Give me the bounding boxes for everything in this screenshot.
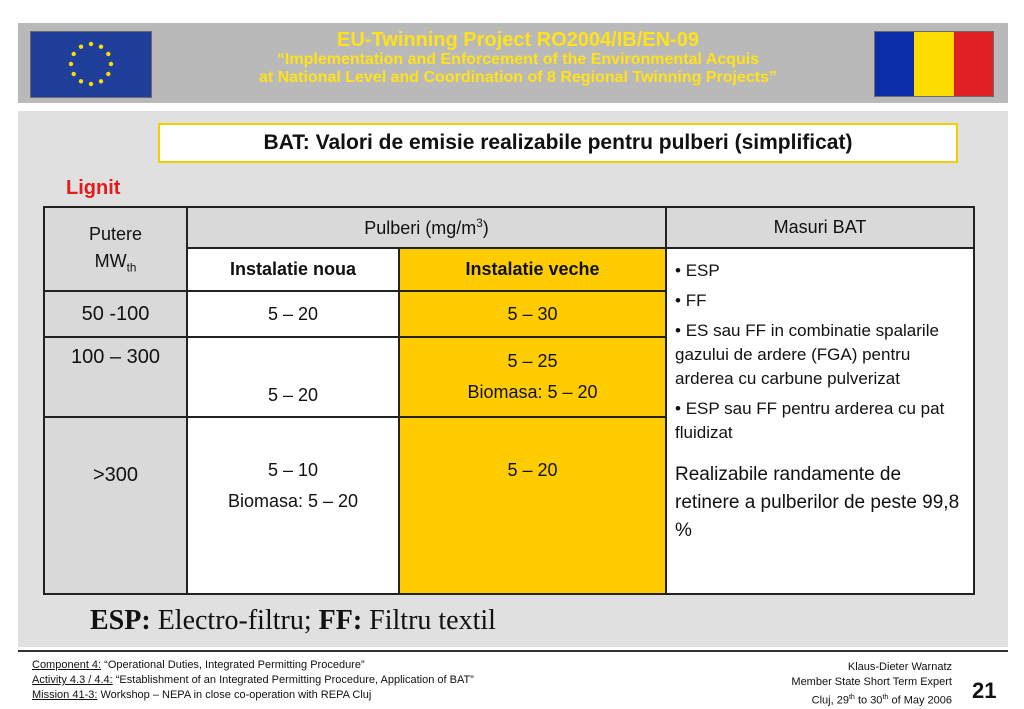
row2-old-value: 5 – 25 <box>507 351 558 371</box>
footer-activity-key: Activity 4.3 / 4.4: <box>32 674 113 686</box>
row3-new-value: 5 – 10 <box>267 460 319 480</box>
dust-unit-sup: 3 <box>476 216 483 230</box>
legend-ff-value: Filtru textil <box>362 605 496 636</box>
date-part-a: Cluj, 29 <box>811 694 849 707</box>
power-unit-sub: th <box>126 261 137 275</box>
row3-power: >300 <box>44 417 187 594</box>
row2-new: 5 – 20 <box>187 337 399 417</box>
dust-label-close: ) <box>482 217 489 238</box>
legend-esp-key: ESP: <box>90 605 151 636</box>
section-label: Lignit <box>66 177 121 199</box>
header-dust <box>187 207 666 248</box>
measure-item: • ES sau FF in combinatie spalarile gazului de ardere (FGA) pentru arderea cu carbune pulverizat <box>675 319 965 391</box>
bat-measures-list <box>675 259 965 445</box>
row2-old-biomass: Biomasa: 5 – 20 <box>467 382 598 402</box>
date-sup-1: th <box>848 693 855 701</box>
footer-divider <box>18 650 1008 652</box>
footer-activity <box>32 673 474 688</box>
measures-note: Realizabile randamente de retinere a pulberilor de peste 99,8 % <box>675 464 960 541</box>
header-bat: Masuri BAT <box>666 207 974 248</box>
footer-component-key: Component 4: <box>32 659 102 671</box>
measure-item: • ESP <box>675 259 965 283</box>
row1-new: 5 – 20 <box>187 291 399 337</box>
footer-left <box>32 658 474 703</box>
footer-activity-value: “Establishment of an Integrated Permitting Procedure, Application of BAT” <box>112 674 474 686</box>
content-panel <box>18 111 1008 647</box>
subheader-old: Instalatie veche <box>399 248 666 291</box>
header-power <box>44 207 187 291</box>
eu-flag-icon <box>30 31 152 98</box>
legend-ff-key: FF: <box>318 605 363 636</box>
row2-power: 100 – 300 <box>44 337 187 417</box>
row3-new-biomass: Biomasa: 5 – 20 <box>227 491 359 511</box>
footer-role: Member State Short Term Expert <box>791 676 952 688</box>
page-number: 21 <box>972 678 997 703</box>
footer-component-value: “Operational Duties, Integrated Permitting Procedure” <box>101 659 365 671</box>
legend-esp-value: Electro-filtru; <box>150 605 319 636</box>
bat-emission-table <box>43 206 975 595</box>
footer-author: Klaus-Dieter Warnatz <box>847 661 952 673</box>
footer-component <box>32 658 474 673</box>
row3-new <box>187 417 399 594</box>
header-bar <box>18 23 1008 103</box>
row1-power: 50 -100 <box>44 291 187 337</box>
footer-mission <box>32 688 474 703</box>
footer-mission-value: Workshop – NEPA in close co-operation with REPA Cluj <box>97 689 372 701</box>
bat-measures-cell <box>666 248 974 594</box>
abbreviation-legend <box>90 605 496 637</box>
measure-item: • ESP sau FF pentru arderea cu pat fluidizat <box>675 397 965 445</box>
header-power-label: Putere <box>88 223 143 244</box>
row1-old: 5 – 30 <box>399 291 666 337</box>
measure-item: • FF <box>675 289 965 313</box>
project-subtitle-line2: at National Level and Coordination of 8 Regional Twinning Projects” <box>259 69 777 86</box>
footer-right <box>700 660 952 709</box>
date-part-c: of May 2006 <box>888 694 952 707</box>
dust-label: Pulberi (mg/m <box>364 217 477 238</box>
date-sup-2: th <box>882 693 889 701</box>
header-power-unit <box>45 251 186 275</box>
subheader-new: Instalatie noua <box>187 248 399 291</box>
project-title <box>168 29 868 87</box>
project-subtitle-line1: “Implementation and Enforcement of the Environmental Acquis <box>276 51 760 68</box>
date-part-b: to 30 <box>854 694 883 707</box>
footer-mission-key: Mission 41-3: <box>32 689 98 701</box>
power-unit-main: MW <box>94 250 127 271</box>
row3-old: 5 – 20 <box>399 417 666 594</box>
romania-flag-icon <box>874 31 994 97</box>
row2-old <box>399 337 666 417</box>
project-code: EU-Twinning Project RO2004/IB/EN-09 <box>337 29 699 51</box>
footer-date <box>700 690 952 709</box>
slide-title: BAT: Valori de emisie realizabile pentru pulberi (simplificat) <box>158 123 958 163</box>
